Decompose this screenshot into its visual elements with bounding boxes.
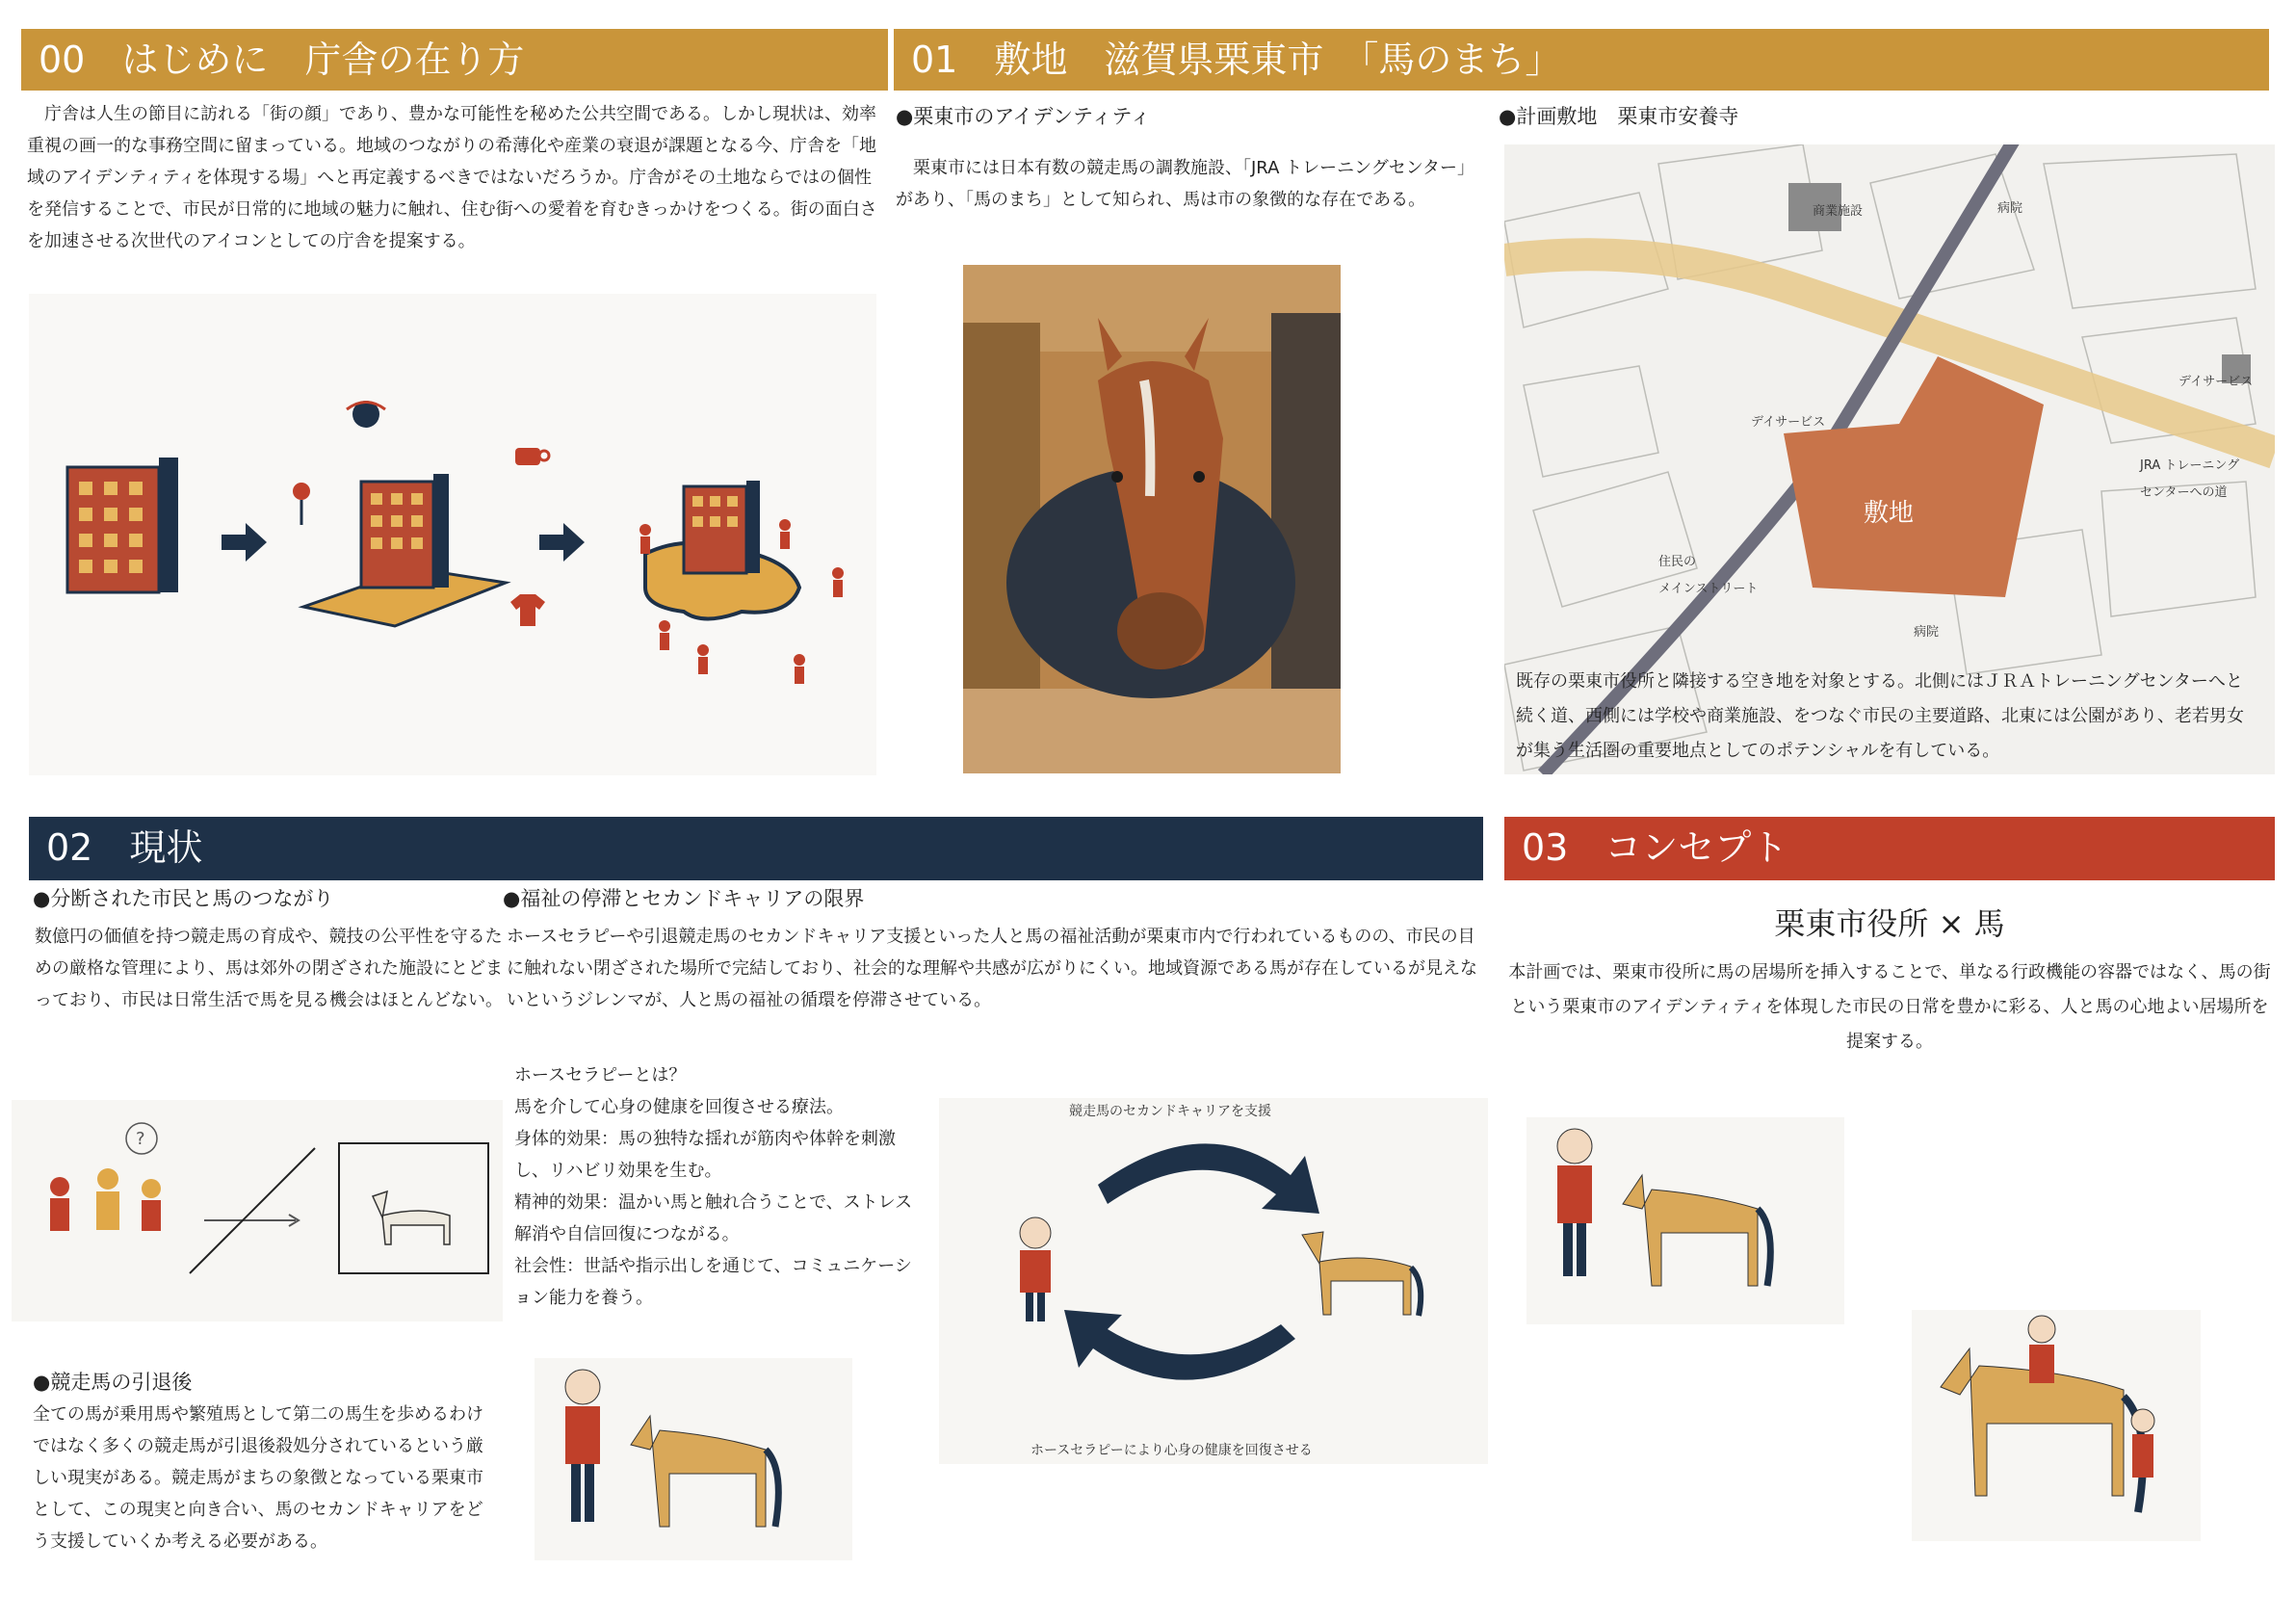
concept-subtitle: 栗東市役所 × 馬 bbox=[1774, 905, 2005, 942]
map-label-commercial: 商業施設 bbox=[1813, 204, 1864, 219]
people-icon bbox=[2028, 1316, 2055, 1383]
section-00-header: 00 はじめに 庁舎の在り方 bbox=[21, 29, 888, 91]
people-icon bbox=[50, 1123, 161, 1231]
s02-body-2: ホースセラピーや引退競走馬のセカンドキャリア支援といった人と馬の福祉活動が栗東市内で行われているものの、市民の目に触れない閉ざされた場所で完結しており、社会的な理解や共感が広がりにくい。地域資源である馬が存在しているが見えないというジレンマが、人と馬の福祉の循環を停滞させている。 bbox=[507, 927, 1477, 1010]
concept-illustration-1 bbox=[1526, 1117, 1844, 1324]
cup-icon bbox=[515, 448, 549, 465]
svg-text:?: ? bbox=[136, 1129, 145, 1149]
map-label-hospital: 病院 bbox=[1997, 201, 2023, 216]
horse-icon bbox=[1623, 1175, 1770, 1286]
map-label-jra-route: JRA トレーニング センターへの道 bbox=[2140, 458, 2240, 500]
cycle-top-caption: 競走馬のセカンドキャリアを支援 bbox=[1069, 1104, 1271, 1119]
identity-heading: ●栗東市のアイデンティティ bbox=[896, 105, 1151, 128]
s02-body-3: 全ての馬が乗用馬や繁殖馬として第二の馬生を歩めるわけではなく多くの競走馬が引退後殺処分されているという厳しい現実がある。競走馬がまちの象徴となっている栗東市として、この現実と向き合い、馬のセカンドキャリアをどう支援していくか考える必要がある。 bbox=[33, 1404, 483, 1552]
flower-icon bbox=[293, 483, 310, 525]
cycle-arrow-icon bbox=[1064, 1310, 1295, 1380]
section-02-header: 02 現状 bbox=[29, 817, 1483, 880]
site-heading: ●計画敷地 栗東市安養寺 bbox=[1499, 105, 1739, 128]
site-map bbox=[1504, 144, 2275, 774]
person-horse-illustration bbox=[535, 1358, 852, 1560]
therapy-line: 社会性：世話や指示出しを通じて、コミュニケーション能力を養う。 bbox=[514, 1256, 912, 1308]
horse-photo bbox=[963, 265, 1341, 773]
identity-body: 栗東市には日本有数の競走馬の調教施設、「JRA トレーニングセンター」があり、「馬のまち」として知られ、馬は市の象徴的な存在である。 bbox=[896, 158, 1467, 210]
cycle-figure bbox=[939, 1098, 1488, 1464]
therapy-line: 身体的効果：馬の独特な揺れが筋肉や体幹を刺激し、リハビリ効果を生む。 bbox=[514, 1129, 896, 1181]
horse-photo-illustration bbox=[963, 265, 1341, 773]
building-icon bbox=[684, 481, 760, 573]
building-icon bbox=[67, 458, 178, 592]
concept-figure-2 bbox=[1912, 1310, 2201, 1541]
therapy-title: ホースセラピーとは？ bbox=[514, 1065, 687, 1086]
s02-body-1: 数億円の価値を持つ競走馬の育成や、競技の公平性を守るための厳格な管理により、馬は郊外の閉ざされた施設にとどまっており、市民は日常生活で馬を見る機会はほとんどない。 bbox=[35, 927, 503, 1010]
map-label-site: 敷地 bbox=[1864, 499, 1915, 528]
shirt-icon bbox=[510, 594, 545, 626]
concept-figure-1 bbox=[1526, 1117, 1844, 1324]
map-label-main-street: 住民の メインストリート bbox=[1658, 555, 1759, 596]
people-icon bbox=[1020, 1217, 1051, 1321]
site-body: 既存の栗東市役所と隣接する空き地を対象とする。北側にはＪＲＡトレーニングセンターへと続く道、西側には学校や商業施設、をつなぐ市民の主要道路、北東には公園があり、老若男女が集う生活圏の重要地点としてのポテンシャルを有している。 bbox=[1516, 671, 2244, 761]
separation-figure bbox=[12, 1100, 503, 1321]
separation-diagram bbox=[12, 1100, 503, 1321]
concept-body: 本計画では、栗東市役所に馬の居場所を挿入することで、単なる行政機能の容器ではなく、馬の街という栗東市のアイデンティティを体現した市民の日常を豊かに彩る、人と馬の心地よい居場所を提案する。 bbox=[1508, 962, 2271, 1052]
concept-illustration-2 bbox=[1912, 1310, 2201, 1541]
people-icon bbox=[2131, 1409, 2154, 1478]
map-label-dayservice: デイサービス bbox=[2179, 375, 2254, 389]
map-label-hospital: 病院 bbox=[1914, 625, 1940, 640]
map-label-dayservice: デイサービス bbox=[1751, 415, 1826, 430]
horse-icon bbox=[373, 1191, 450, 1244]
cycle-bottom-caption: ホースセラピーにより心身の健康を回復させる bbox=[1031, 1443, 1313, 1458]
cycle-arrow-icon bbox=[1098, 1143, 1319, 1214]
arrow-right-icon bbox=[222, 523, 267, 562]
horse-icon bbox=[1302, 1232, 1421, 1316]
intro-diagram bbox=[29, 294, 876, 775]
therapy-line: 馬を介して心身の健康を回復させる療法。 bbox=[514, 1097, 844, 1117]
horse-icon bbox=[631, 1416, 778, 1527]
therapy-line: 精神的効果：温かい馬と触れ合うことで、ストレス解消や自信回復につながる。 bbox=[514, 1192, 913, 1244]
people-icon bbox=[565, 1370, 600, 1522]
arrow-right-icon bbox=[539, 523, 585, 562]
s02-heading-3: ●競走馬の引退後 bbox=[33, 1371, 193, 1394]
intro-figure bbox=[29, 294, 876, 775]
section-01-header: 01 敷地 滋賀県栗東市 「馬のまち」 bbox=[894, 29, 2269, 91]
person-horse-figure bbox=[535, 1358, 852, 1560]
building-icon bbox=[361, 474, 449, 588]
s02-heading-2: ●福祉の停滞とセカンドキャリアの限界 bbox=[503, 887, 865, 910]
cycle-diagram bbox=[939, 1098, 1488, 1464]
people-icon bbox=[1557, 1129, 1592, 1276]
s02-heading-1: ●分断された市民と馬のつながり bbox=[33, 887, 334, 910]
section-03-header: 03 コンセプト bbox=[1504, 817, 2275, 880]
section-00-body: 庁舎は人生の節目に訪れる「街の顔」であり、豊かな可能性を秘めた公共空間である。しかし現状は、効率重視の画一的な事務空間に留まっている。地域のつながりの希薄化や産業の衰退が課題となる今、庁舎を「地域のアイデンティティを体現する場」へと再定義するべきではないだろうか。庁舎がその土地ならではの個性を発信することで、市民が日常的に地域の魅力に触れ、住む街への愛着を育むきっかけをつくる。街の面白さを加速させる次世代のアイコンとしての庁舎を提案する。 bbox=[27, 104, 877, 251]
site-area bbox=[1784, 356, 2044, 597]
